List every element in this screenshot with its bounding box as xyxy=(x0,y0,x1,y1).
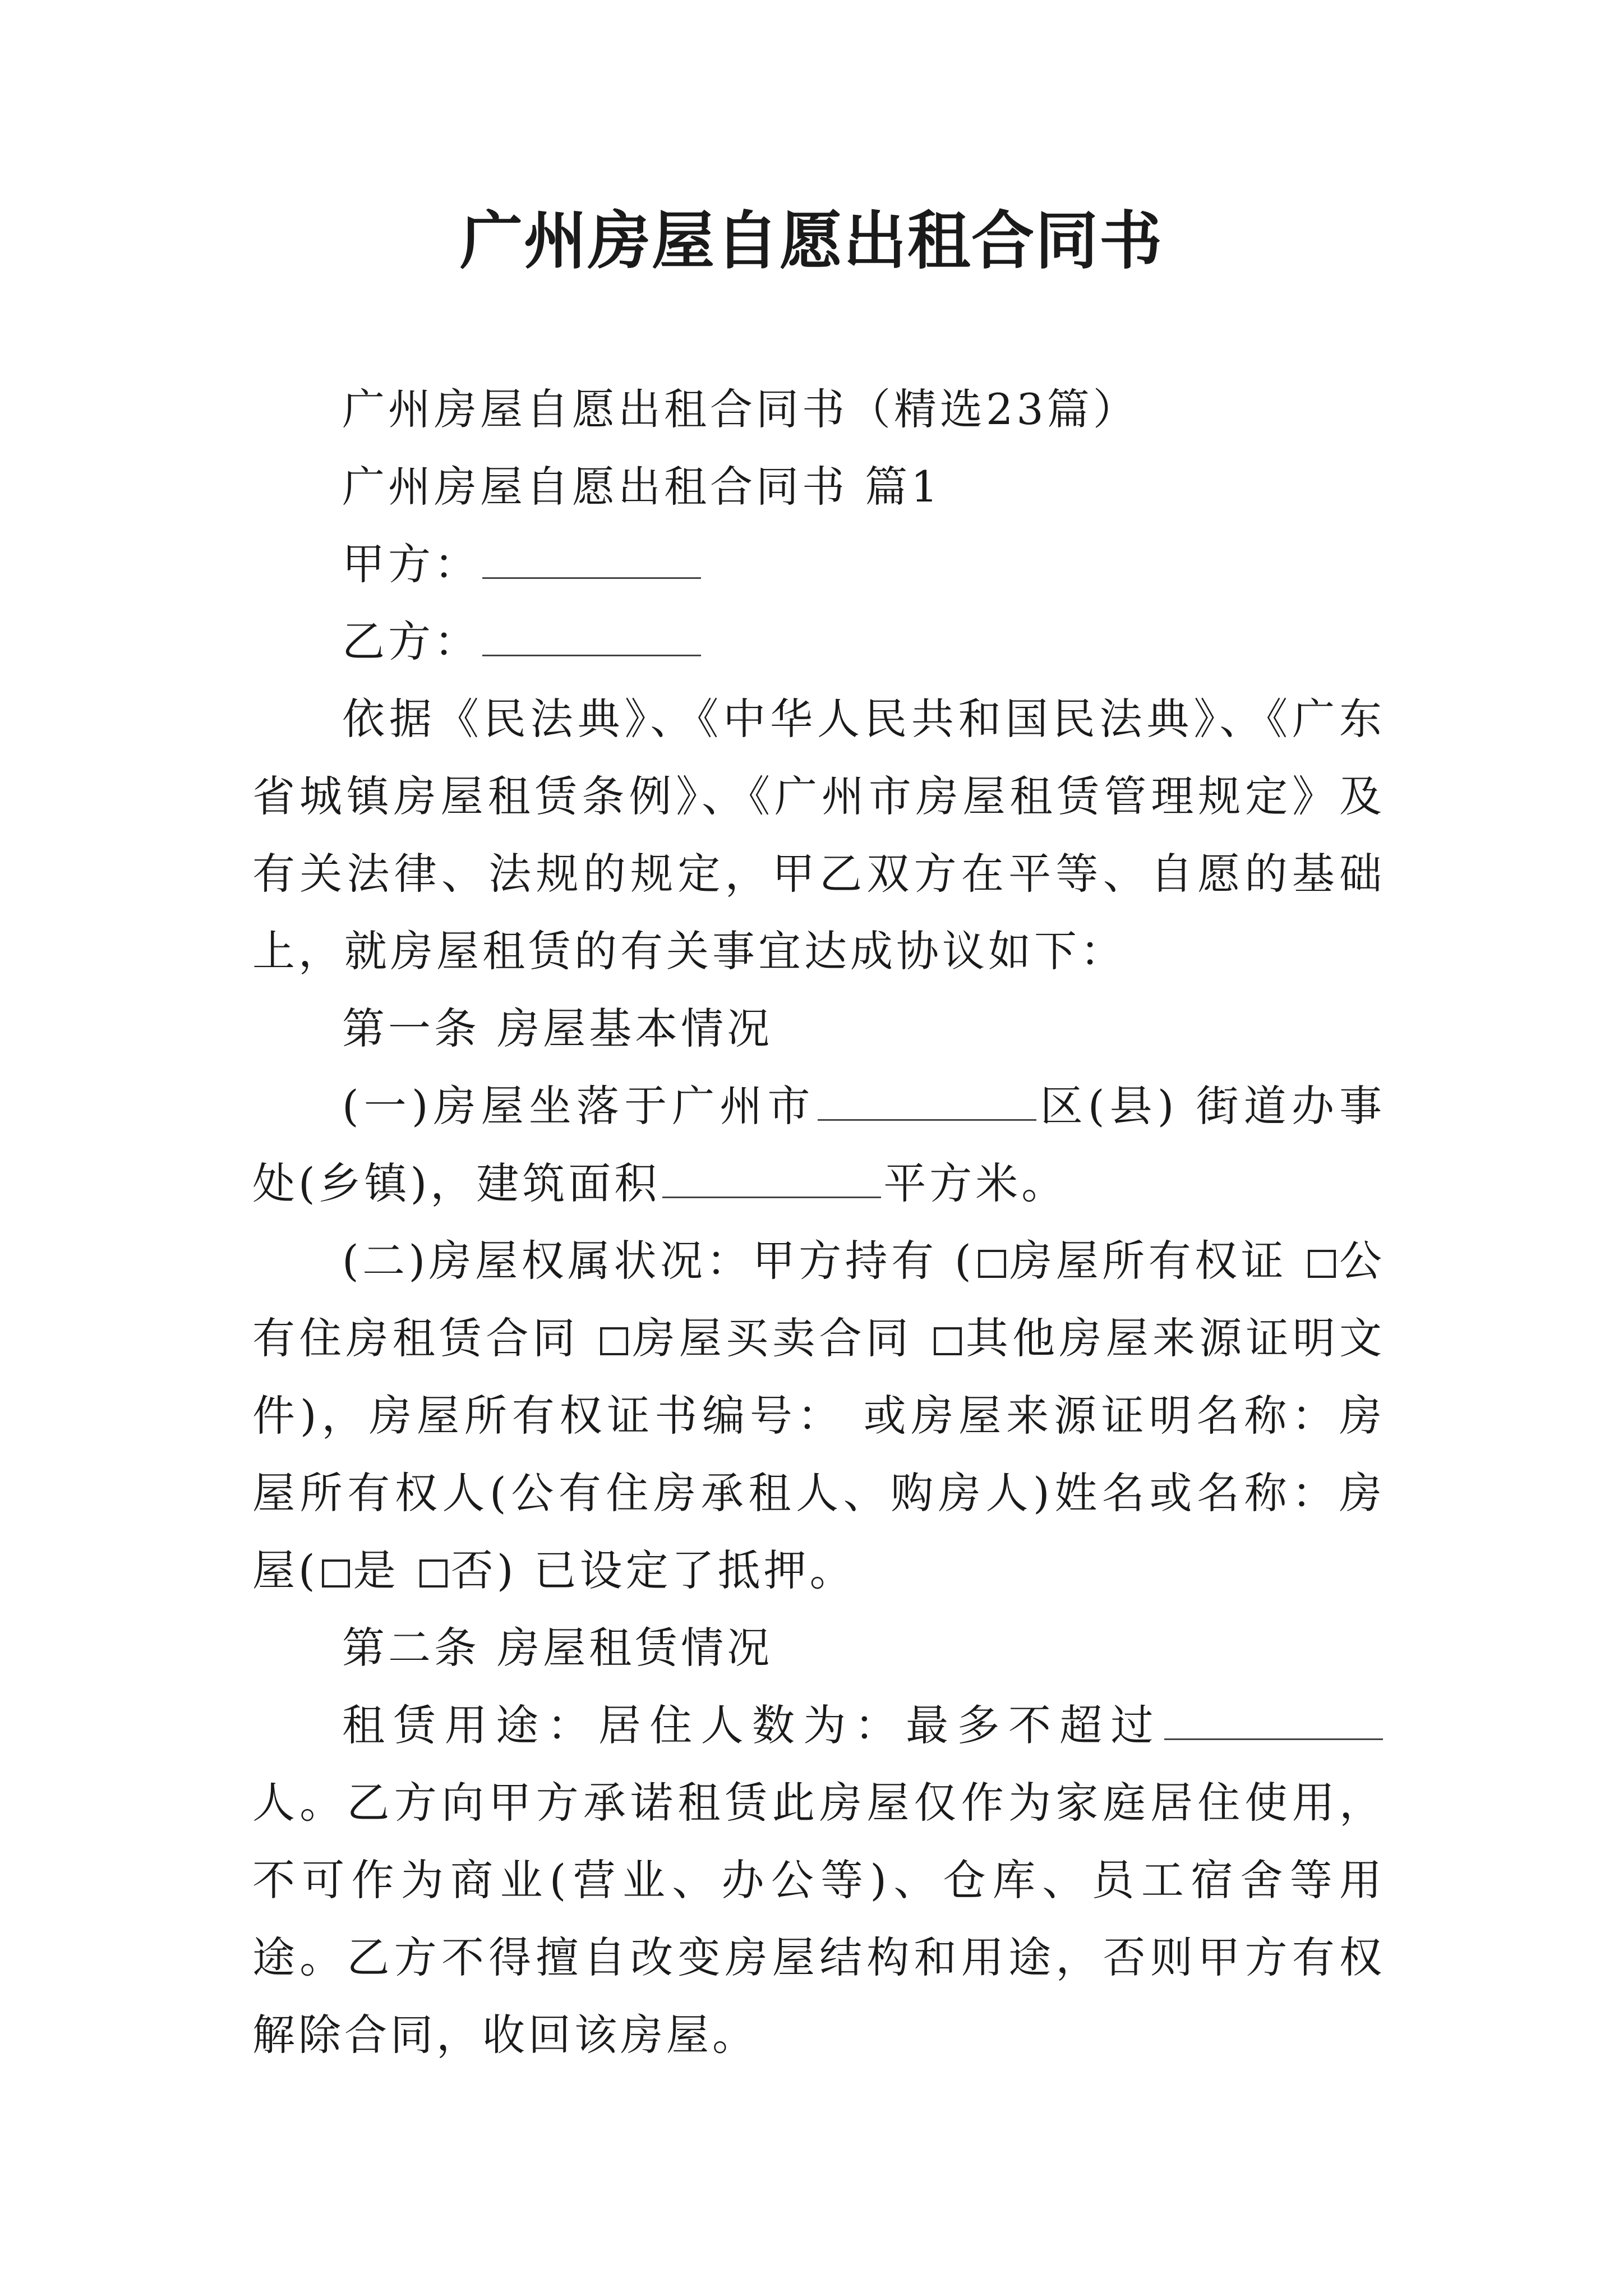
option-purchase-contract: 房屋买卖合同 xyxy=(631,1313,913,1363)
document-title: 广州房屋自愿出租合同书 xyxy=(460,204,1163,278)
party-a-line xyxy=(252,526,1385,603)
article1-title: 第一条 房屋基本情况 xyxy=(342,1004,773,1053)
a2p1-part1: 租赁用途：居住人数为：最多不超过 xyxy=(342,1700,1162,1750)
option-no: 否) 已设定了抵押。 xyxy=(450,1545,856,1595)
party-b-line xyxy=(252,603,1385,680)
party-b-blank xyxy=(482,621,701,656)
checkbox-public-housing xyxy=(1308,1250,1336,1278)
a1p2-part1: (二)房屋权属状况：甲方持有 ( xyxy=(342,1236,975,1286)
option-public-housing: 公有住房租赁合同 xyxy=(252,1236,1386,1363)
option-ownership-cert: 房屋所有权证 xyxy=(1009,1236,1287,1286)
article1-paragraph2 xyxy=(252,1222,1385,1609)
article2-title: 第二条 房屋租赁情况 xyxy=(342,1623,773,1673)
document-body xyxy=(252,371,1385,2074)
checkbox-yes xyxy=(322,1559,350,1588)
intro-paragraph: 依据《民法典》、《中华人民共和国民法典》、《广东省城镇房屋租赁条例》、《广州市房屋租赁管理规定》及有关法律、法规的规定，甲乙双方在平等、自愿的基础上，就房屋租赁的有关事宜达成协议如下： xyxy=(252,694,1385,976)
area-blank xyxy=(662,1163,881,1198)
article2-paragraph1 xyxy=(252,1687,1385,2074)
a2p1-part2: 人。乙方向甲方承诺租赁此房屋仅作为家庭居住使用，不可作为商业(营业、办公等)、仓库、员工宿舍等用途。乙方不得擅自改变房屋结构和用途，否则甲方有权解除合同，收回该房屋。 xyxy=(252,1778,1385,2060)
party-a-blank xyxy=(482,544,701,579)
checkbox-ownership-cert xyxy=(978,1250,1006,1278)
a1p1-part1: (一)房屋坐落于广州市 xyxy=(342,1081,815,1131)
a1p1-part2: 区(县) 街道办事处(乡镇)，建筑面积 xyxy=(252,1081,1385,1208)
option-yes: 是 xyxy=(353,1545,399,1595)
party-a-label: 甲方： xyxy=(342,539,480,589)
party-b-label: 乙方： xyxy=(342,616,480,666)
checkbox-no xyxy=(419,1559,448,1588)
article1-paragraph1 xyxy=(252,1068,1385,1222)
subtitle: 广州房屋自愿出租合同书（精选23篇） xyxy=(342,384,1139,434)
checkbox-other-docs xyxy=(934,1327,962,1355)
city-district-blank xyxy=(818,1085,1036,1121)
a1p1-part3: 平方米。 xyxy=(883,1158,1068,1208)
checkbox-purchase-contract xyxy=(600,1327,628,1355)
option-other-docs: 其他房屋来源证明文件)，房屋所有权证书编号： 或房屋来源证明名称：房屋所有权人(公有住房承租人、购房人)姓名或名称：房屋( xyxy=(252,1313,1386,1595)
section-title: 广州房屋自愿出租合同书 篇1 xyxy=(342,462,942,512)
occupants-blank xyxy=(1164,1705,1383,1740)
